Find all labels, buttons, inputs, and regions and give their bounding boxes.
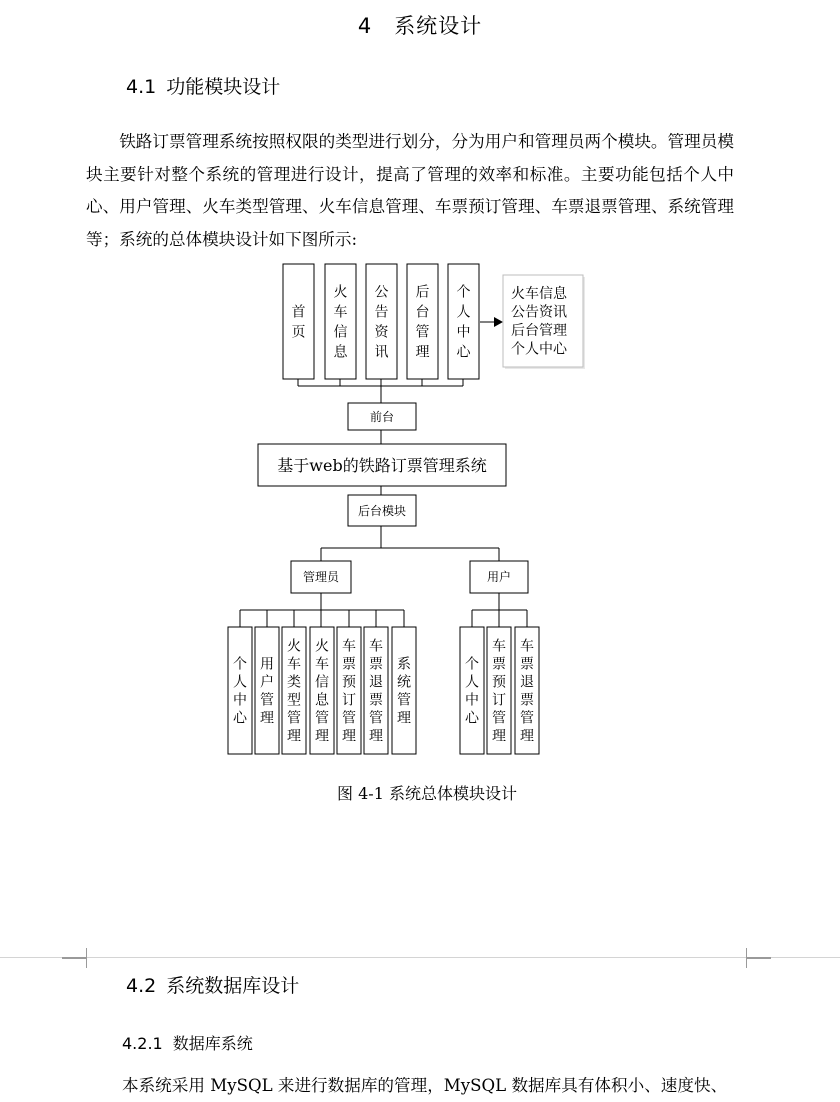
page-corner-mark xyxy=(62,958,87,968)
front-module-label: 后台管理 xyxy=(415,284,430,361)
page-corner-mark xyxy=(62,948,87,958)
front-module-box xyxy=(407,264,438,379)
subsection-title: 数据库系统 xyxy=(172,1034,253,1053)
admin-module-box xyxy=(255,627,279,754)
admin-module-label: 车票退票管理 xyxy=(369,638,383,745)
arrow-head-icon xyxy=(494,317,503,327)
subsection-number: 4.2.1 xyxy=(122,1034,163,1053)
chapter-number: 4 xyxy=(357,14,373,38)
user-module-label: 车票预订管理 xyxy=(492,638,506,745)
admin-module-label: 系统管理 xyxy=(397,656,411,727)
front-module-label: 首页 xyxy=(291,304,306,341)
admin-module-box xyxy=(228,627,252,754)
front-module-box xyxy=(366,264,397,379)
backend-label: 后台模块 xyxy=(357,504,407,518)
page-corner-mark xyxy=(746,958,771,968)
admin-module-label: 用户管理 xyxy=(260,656,274,727)
front-label: 前台 xyxy=(369,410,395,424)
section-title: 系统数据库设计 xyxy=(166,975,300,997)
admin-module-box xyxy=(392,627,416,754)
section-number: 4.1 xyxy=(126,76,157,98)
front-module-label: 公告资讯 xyxy=(374,284,389,361)
user-module-box xyxy=(460,627,484,754)
front-module-label: 个人中心 xyxy=(456,284,471,361)
section-number: 4.2 xyxy=(126,975,157,997)
admin-module-label: 火车信息管理 xyxy=(315,638,329,745)
page-corner-mark xyxy=(746,948,771,958)
front-module-box xyxy=(283,264,314,379)
user-module-label: 个人中心 xyxy=(465,656,479,727)
note-line: 个人中心 xyxy=(511,341,567,358)
chapter-title-text: 系统设计 xyxy=(394,14,483,38)
admin-module-label: 个人中心 xyxy=(233,656,247,727)
subsection-heading-4-2-1 xyxy=(122,1031,253,1054)
front-module-label: 火车信息 xyxy=(333,284,348,361)
front-module-box xyxy=(325,264,356,379)
figure-caption: 图 4-1 系统总体模块设计 xyxy=(337,784,517,803)
page-break xyxy=(0,957,840,958)
admin-module-label: 火车类型管理 xyxy=(287,638,301,745)
front-module-box xyxy=(448,264,479,379)
admin-label: 管理员 xyxy=(302,570,340,584)
body-paragraph-4-1: 铁路订票管理系统按照权限的类型进行划分，分为用户和管理员两个模块。管理员模块主要针对整个系统的管理进行设计，提高了管理的效率和标准。主要功能包括个人中心、用户管理、火车类型管理、火车信息管理、车票预订管理、车票退票管理、系统管理等；系统的总体模块设计如下图所示: xyxy=(86,132,734,249)
section-title: 功能模块设计 xyxy=(166,76,281,98)
note-line: 后台管理 xyxy=(511,323,567,339)
system-name: 基于web的铁路订票管理系统 xyxy=(277,456,487,475)
section-heading-4-2 xyxy=(126,971,299,998)
user-module-label: 车票退票管理 xyxy=(520,638,534,745)
admin-module-label: 车票预订管理 xyxy=(342,638,356,745)
note-line: 公告资讯 xyxy=(511,304,567,321)
user-label: 用户 xyxy=(486,570,512,584)
body-paragraph-4-2-1: 本系统采用 MySQL 来进行数据库的管理，MySQL 数据库具有体积小、速度快、 xyxy=(122,1076,728,1095)
note-line: 火车信息 xyxy=(511,286,567,302)
